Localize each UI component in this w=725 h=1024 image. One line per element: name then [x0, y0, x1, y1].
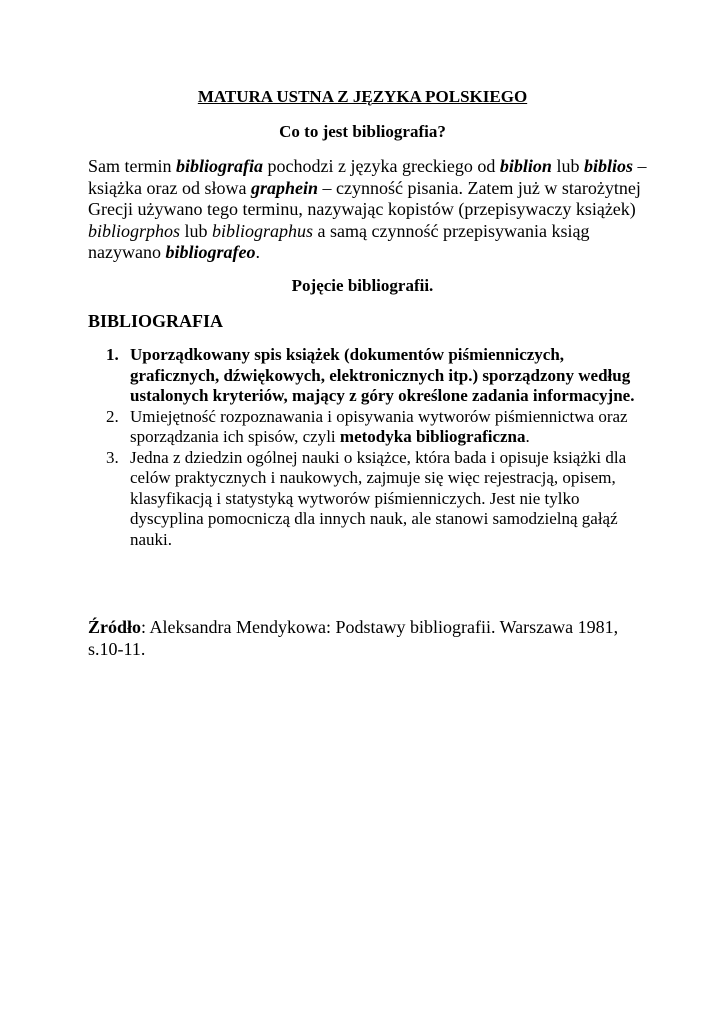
source-text: : Aleksandra Mendykowa: Podstawy bibliografii. Warszawa 1981, — [141, 617, 619, 637]
intro-text: lub — [180, 220, 213, 241]
term-bibliographus: bibliographus — [212, 220, 314, 241]
intro-text: – czynność pisania. Zatem już w starożytnej Grecji używano tego terminu, nazywając kopistów (przepisywaczy książek) — [88, 177, 641, 219]
intro-text: Sam termin — [88, 156, 176, 176]
source-label: Źródło — [88, 617, 142, 637]
definition-term-metodyka: metodyka bibliograficzna — [339, 427, 526, 446]
definition-item — [88, 448, 648, 551]
term-biblion: biblion — [499, 156, 552, 176]
definition-number: 1. — [106, 345, 119, 364]
term-bibliografia: bibliografia — [176, 156, 264, 176]
definition-text: Uporządkowany spis książek (dokumentów piśmienniczych, graficznych, dźwiękowych, elektronicznych itp.) sporządzony według ustalonych kryteriów, mający z góry określone zadania informacyjne. — [130, 345, 635, 405]
intro-paragraph — [88, 156, 648, 264]
definition-text: . — [525, 427, 530, 446]
definition-number: 2. — [106, 406, 119, 426]
definition-item — [88, 407, 648, 448]
source-pages: s.10-11. — [88, 638, 146, 659]
document-subtitle: Co to jest bibliografia? — [279, 122, 446, 141]
definition-number: 3. — [106, 447, 119, 467]
term-biblios: biblios — [583, 156, 633, 176]
term-bibliogrphos: bibliogrphos — [88, 220, 181, 241]
intro-text: – książka oraz od słowa — [88, 156, 647, 198]
intro-text: a samą czynność przepisywania ksiąg nazywano — [88, 220, 590, 262]
definition-text: Umiejętność rozpoznawania i opisywania wytworów piśmiennictwa oraz sporządzania ich spisów, czyli — [130, 406, 628, 446]
intro-text: . — [255, 242, 260, 262]
definition-item — [88, 345, 648, 407]
intro-text: lub — [551, 156, 584, 176]
term-bibliografeo: bibliografeo — [165, 242, 256, 262]
definitions-list — [88, 345, 648, 550]
term-graphein: graphein — [250, 177, 318, 198]
definition-text: Jedna z dziedzin ogólnej nauki o książce, która bada i opisuje książki dla celów praktycznych i naukowych, zajmuje się więc rejestracją, opisem, klasyfikacją i statystyką wytworów piśmienniczych. Jest nie tylko dyscyplina pomocniczą dla innych nauk, ale stanowi samodzielną gałąź nauki. — [130, 447, 627, 549]
intro-text: pochodzi z języka greckiego od — [263, 156, 500, 176]
source-citation — [88, 617, 648, 660]
bibliografia-heading: BIBLIOGRAFIA — [88, 311, 224, 331]
section-title: Pojęcie bibliografii. — [291, 276, 434, 295]
document-title: MATURA USTNA Z JĘZYKA POLSKIEGO — [197, 87, 528, 106]
